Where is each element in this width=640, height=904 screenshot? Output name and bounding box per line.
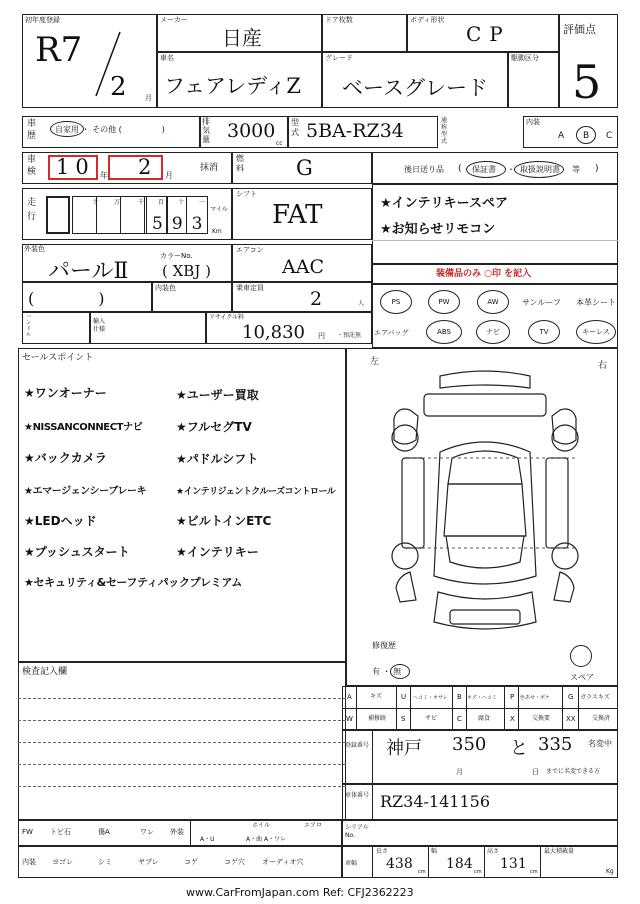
footer-ref: www.CarFromJapan.com Ref: CFJ2362223	[186, 886, 414, 899]
equip-airbag: エアバッグ	[374, 329, 409, 337]
aero-label: エアロ	[304, 822, 323, 829]
sales-left-4: ★エマージェンシーブレーキ	[24, 486, 147, 497]
month-unit: 月	[145, 94, 152, 102]
history-selected-circle	[50, 121, 84, 137]
equip-keyless: キーレス	[576, 320, 616, 344]
bottom-yabure: ヤブレ	[138, 858, 159, 866]
serial-label: シリアルNo.	[345, 824, 369, 839]
legend-a-desc: キズ	[370, 693, 382, 700]
mileage-unit-3: 千	[138, 199, 145, 206]
slash-mark	[90, 30, 130, 100]
extra-2: ★お知らせリモコン	[380, 222, 496, 237]
legend-b-desc: キズ・ヘコミ	[467, 695, 497, 701]
wid-value: 184	[446, 856, 473, 872]
legend-g-desc: ガラスキズ	[580, 694, 610, 701]
interior-c: C	[606, 131, 613, 141]
hoil-label: ホイル	[252, 822, 271, 829]
interior-label: 内装	[526, 118, 540, 126]
doc-etc: 等	[572, 165, 580, 174]
hoil-options: A・U	[200, 836, 215, 843]
dims-label: 車幅	[345, 860, 358, 867]
legend-w-desc: 補修跡	[368, 715, 387, 722]
legend-s-desc: サビ	[425, 715, 438, 722]
shift-label: シフト	[236, 190, 257, 198]
legend-xx-desc: 交換済	[592, 715, 611, 722]
disp-unit: cc	[276, 140, 283, 147]
doc1: 保証書	[472, 165, 496, 174]
spare-label: スペア	[570, 673, 594, 682]
legend-x: X	[510, 715, 515, 723]
carname-value: フェアレディZ	[164, 74, 302, 98]
doc2-circle	[514, 161, 564, 178]
sales-right-2: ★フルセグTV	[176, 420, 252, 434]
fuel-label: 燃料	[236, 154, 244, 173]
score-label: 評価点	[563, 23, 596, 36]
recycle-label: リサイクル料	[209, 314, 245, 321]
sales-right-4: ★インテリジェントクルーズコントロール	[176, 487, 336, 497]
ac-label: エアコン	[236, 246, 264, 254]
legend-x-desc: 交換要	[532, 715, 551, 722]
model-label: 型式	[291, 118, 299, 137]
chassis-value: RZ34-141156	[380, 792, 491, 811]
car-diagram	[380, 366, 590, 646]
maxload-unit: Kg	[606, 868, 614, 875]
plate-serial: 335	[538, 734, 573, 755]
interior-color-label: 内装色	[155, 284, 176, 292]
legend-w: W	[346, 715, 353, 723]
handle-cell	[22, 312, 90, 344]
maxload-label: 最大積載量	[544, 848, 575, 855]
color-code: ( XBJ )	[162, 262, 211, 280]
shift-value: FAT	[272, 200, 323, 230]
repair-label: 修復歴	[372, 641, 396, 650]
spare-circle	[570, 645, 592, 667]
mileage-value: 593	[152, 214, 212, 234]
plate-label: 登録番号	[345, 742, 370, 749]
plate-kana: と	[510, 738, 528, 759]
plate-month: 月	[456, 768, 463, 776]
sales-left-1: ★ワンオーナー	[24, 386, 107, 400]
doc-open-paren: (	[458, 164, 462, 174]
doc1-circle	[466, 161, 506, 178]
recycle-deposit: ・預託無	[337, 332, 362, 339]
maker-label: メーカー	[160, 16, 188, 24]
paren-value: ( )	[28, 289, 105, 308]
inspection-label: 車検	[27, 155, 37, 177]
plate-day: 日	[532, 768, 539, 776]
doors-label: ドア枚数	[325, 16, 353, 24]
legend-g: G	[568, 693, 574, 701]
model-value: 5BA-RZ34	[306, 120, 404, 142]
ac-value: AAC	[282, 256, 324, 278]
bottom-kizu: 傷A	[98, 828, 110, 836]
recycle-unit: 円	[318, 332, 325, 340]
first-reg-year: R7	[35, 30, 83, 70]
equip-ps: PS	[380, 290, 412, 314]
equip-title: 装備品のみ ○印 を記入	[436, 269, 532, 279]
equip-tv: TV	[528, 320, 560, 344]
extra-1: ★インテリキースペア	[380, 196, 509, 211]
sales-right-1: ★ユーザー買取	[176, 388, 259, 402]
mileage-unit-1: 十	[92, 199, 99, 206]
import-label: 輸入仕様	[93, 318, 106, 333]
capacity-unit: 人	[358, 300, 365, 307]
plate-deadline: までに名変できる方	[546, 768, 601, 775]
bottom-kogeana: コゲ穴	[224, 858, 245, 866]
mileage-label: 走行	[27, 198, 37, 222]
inspection-year: 10	[56, 155, 95, 179]
first-reg-label: 初年度登録	[25, 16, 60, 24]
legend-b: B	[457, 693, 462, 701]
docs-label: 後日送り品	[404, 165, 444, 174]
legend-p: P	[510, 693, 515, 701]
len-label: 長さ	[376, 848, 389, 855]
mileage-unit-5: 十	[178, 199, 185, 206]
diagram-left: 左	[370, 357, 380, 367]
color-value: パールⅡ	[48, 259, 129, 284]
hgt-unit: cm	[530, 869, 538, 875]
equip-leather: 本革シート	[576, 298, 616, 307]
bottom-koge: コゲ	[184, 858, 198, 866]
hgt-label: 高さ	[487, 848, 500, 855]
equip-pw: PW	[428, 290, 460, 314]
mileage-box-1	[46, 196, 70, 234]
sales-left-6: ★プッシュスタート	[24, 545, 130, 559]
bottom-naiso: 内装	[22, 858, 36, 866]
mileage-unit-2: 万	[114, 199, 121, 206]
equip-navi: ナビ	[476, 320, 510, 344]
handle-label: ハンドル	[26, 314, 32, 338]
sales-right-5: ★ビルトインETC	[176, 514, 272, 528]
bottom-ware: ワレ	[140, 828, 154, 836]
hgt-value: 131	[500, 856, 527, 872]
first-reg-month: 2	[110, 72, 127, 102]
plate-num: 350	[452, 734, 487, 755]
inspection-month: 2	[138, 155, 152, 179]
sales-right-3: ★パドルシフト	[176, 452, 259, 466]
bottom-tobiishi: トビ石	[50, 828, 71, 836]
bottom-gaiso: 外装	[170, 828, 184, 836]
grade-value: ベースグレード	[342, 76, 488, 100]
color-code-label: カラーNo.	[160, 252, 193, 260]
repair-options: 有 ・ 無	[372, 667, 402, 676]
notes-title: 検査記入欄	[22, 667, 68, 677]
interior-a: A	[558, 131, 565, 141]
inspection-month-unit: 月	[165, 171, 173, 180]
passthru-label: 通称型式	[441, 117, 448, 145]
doc2: 取扱説明書	[520, 165, 560, 174]
carname-label: 車名	[160, 54, 174, 62]
fuel-value: G	[296, 156, 313, 180]
legend-u-desc: ヘコミ・オサレ	[413, 695, 448, 701]
erased-label: 抹消	[200, 163, 219, 173]
grade-label: グレード	[325, 54, 353, 62]
mileage-mile-label: マイル	[210, 206, 228, 213]
bottom-yogore: ヨゴレ	[52, 858, 73, 866]
plate-area: 神戸	[386, 738, 422, 759]
chassis-label: 車体番号	[345, 792, 370, 799]
drive-label: 駆動区分	[511, 54, 539, 62]
color-label: 外装色	[24, 245, 45, 253]
doc-dot: ・	[507, 165, 515, 174]
bottom-fw: FW	[22, 828, 33, 836]
diagram-right: 右	[598, 361, 608, 371]
history-label: 車歴	[27, 119, 37, 141]
sales-left-3: ★バックカメラ	[24, 451, 107, 465]
mileage-unit-4: 百	[158, 199, 165, 206]
maker-value: 日産	[222, 26, 262, 50]
mileage-km-label: Km	[212, 228, 222, 235]
body-value: CP	[466, 22, 511, 46]
inspection-year-unit: 年	[100, 171, 108, 180]
interior-b-circle	[576, 126, 596, 144]
recycle-value: 10,830	[242, 322, 305, 343]
mileage-unit-6: 一	[199, 199, 206, 206]
history-options: 自家用 ・ その他 ( )	[55, 125, 165, 134]
doc-close-paren: )	[595, 164, 599, 174]
capacity-label: 乗車定員	[236, 284, 264, 292]
hoil-sub: A・曲 A・ワレ	[246, 836, 287, 843]
capacity-value: 2	[310, 288, 323, 310]
legend-u: U	[401, 693, 407, 701]
serial-cell	[342, 820, 618, 846]
wid-label: 幅	[431, 848, 438, 855]
len-unit: cm	[418, 869, 426, 875]
sales-title: セールスポイント	[22, 353, 94, 363]
sales-left-7: ★セキュリティ&セーフティパックプレミアム	[24, 576, 242, 589]
equip-aw: AW	[477, 290, 509, 314]
sales-left-5: ★LEDヘッド	[24, 514, 97, 528]
wid-unit: cm	[474, 869, 482, 875]
bottom-shimi: シミ	[98, 858, 112, 866]
notes-cell	[18, 662, 346, 820]
plate-change: 名変中	[588, 739, 612, 748]
disp-label: 排気量	[202, 117, 210, 144]
disp-value: 3000	[227, 120, 276, 142]
legend-s: S	[401, 715, 406, 723]
equip-abs: ABS	[426, 320, 462, 344]
body-label: ボディ形状	[410, 16, 445, 24]
legend-c: C	[457, 715, 462, 723]
len-value: 438	[386, 856, 413, 872]
import-cell	[90, 312, 206, 344]
sales-right-6: ★インテリキー	[176, 545, 259, 559]
score-value: 5	[572, 55, 602, 109]
legend-xx: XX	[566, 715, 576, 723]
repair-none-circle	[390, 664, 410, 679]
legend-c-desc: 腐食	[478, 715, 491, 722]
bottom-audio: オーディオ穴	[262, 858, 304, 866]
legend-a: A	[347, 693, 352, 701]
interior-b: B	[583, 131, 590, 141]
inspection-month-box	[108, 155, 163, 180]
legend-p-desc: 色あせ・ボケ	[520, 695, 551, 701]
sales-left-2: ★NISSANCONNECTナビ	[24, 422, 143, 433]
equip-sunroof: サンルーフ	[522, 298, 561, 307]
